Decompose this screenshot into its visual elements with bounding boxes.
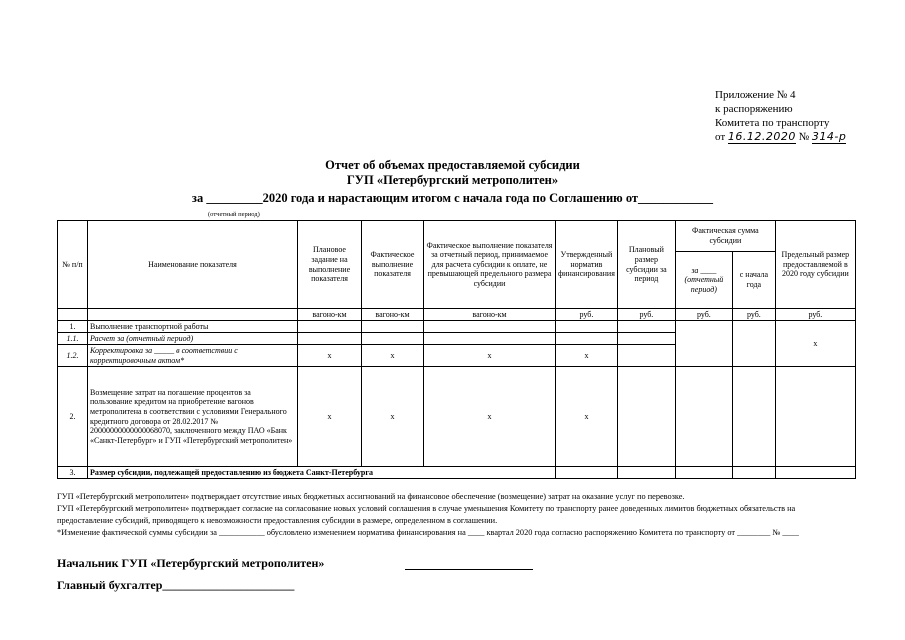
header-fact-ytd: с начала года — [732, 252, 775, 309]
cell-mark: x — [298, 367, 362, 467]
cell-mark: x — [424, 367, 556, 467]
fact-period-cell — [675, 321, 732, 367]
header-plan-task: Плановое задание на выполнение показателя — [298, 221, 362, 309]
header-norm: Утвержденный норматив финансирования — [556, 221, 618, 309]
footer-notes — [57, 491, 847, 539]
header-actual: Фактическое выполнение показателя — [362, 221, 424, 309]
cell-mark: x — [424, 345, 556, 367]
row-num: 2. — [58, 367, 88, 467]
number-sign: № — [798, 131, 810, 143]
cell-mark: x — [556, 367, 618, 467]
footer-paragraph-1: ГУП «Петербургский метрополитен» подтверждает отсутствие иных бюджетных ассигнований на финансовое обеспечение (возмещение) затрат на оказание услуг по перевозке. — [57, 492, 685, 501]
appendix-line-3: Комитета по транспорту — [715, 117, 830, 129]
footer-paragraph-3: *Изменение фактической суммы субсидии за ___________ обусловлено изменением норматива финансирования на ____ квартал 2020 года согласно распоряжению Комитета по транспорту от ________ № ____ — [57, 528, 799, 537]
row-num: 1.1. — [58, 333, 88, 345]
limit-mark: x — [775, 321, 855, 367]
header-name: Наименование показателя — [88, 221, 298, 309]
appendix-line-1: Приложение № 4 — [715, 89, 796, 101]
unit-cell: вагоно-км — [424, 309, 556, 321]
unit-cell: руб. — [675, 309, 732, 321]
row-name: Размер субсидии, подлежащей предоставлению из бюджета Санкт-Петербурга — [88, 467, 556, 479]
signature-head-line — [405, 569, 533, 570]
unit-cell: руб. — [775, 309, 855, 321]
unit-empty-cell — [88, 309, 298, 321]
row-name: Выполнение транспортной работы — [88, 321, 298, 333]
row-name: Расчет за (отчетный период) — [88, 333, 298, 345]
title-line-3: за _________2020 года и нарастающим итогом с начала года по Соглашению от____________ — [191, 191, 714, 205]
unit-cell: вагоно-км — [298, 309, 362, 321]
header-limit: Предельный размер предоставляемой в 2020 году субсидии — [775, 221, 855, 309]
row-name: Корректировка за _____ в соответствии с корректировочным актом* — [88, 345, 298, 367]
title-line-1: Отчет об объемах предоставляемой субсидии — [325, 158, 580, 172]
cell-mark: x — [362, 367, 424, 467]
signature-head: Начальник ГУП «Петербургский метрополитен» — [57, 556, 325, 570]
date-prefix: от — [715, 131, 726, 143]
header-actual-report: Фактическое выполнение показателя за отчетный период, принимаемое для расчета субсидии к оплате, не превышающей предельного размера субсидии — [424, 221, 556, 309]
report-title — [0, 158, 905, 206]
unit-empty-cell — [58, 309, 88, 321]
handwritten-number: 314-р — [811, 130, 847, 143]
report-table — [57, 220, 856, 479]
unit-cell: руб. — [556, 309, 618, 321]
header-num: № п/п — [58, 221, 88, 309]
handwritten-date: 16.12.2020 — [727, 130, 796, 143]
row-num: 1. — [58, 321, 88, 333]
appendix-line-2: к распоряжению — [715, 103, 793, 115]
fact-ytd-cell — [732, 321, 775, 367]
signature-accountant: Главный бухгалтер______________________ — [57, 578, 295, 592]
row-name: Возмещение затрат на погашение процентов за пользование кредитом на приобретение вагонов метрополитена в соответствии с условиями Генерального кредитного договора от 28.02.2017 № 20000000000000068070, заключенного между ПАО «Банк «Санкт-Петербург» и ГУП «Петербургский метрополитен» — [88, 367, 298, 467]
footer-paragraph-2: ГУП «Петербургский метрополитен» подтверждает согласие на согласование новых условий соглашения в случае уменьшения Комитету по транспорту ранее доведенных лимитов бюджетных обязательств на предоставление субсидий, приводящего к невозможности предоставления субсидии в размере, определенном в соглашении. — [57, 504, 796, 525]
header-fact-sum: Фактическая сумма субсидии — [675, 221, 775, 252]
appendix-block — [715, 88, 846, 144]
cell-mark: x — [298, 345, 362, 367]
appendix-date-line — [715, 130, 846, 144]
row-num: 3. — [58, 467, 88, 479]
header-fact-period: за ____ (отчетный период) — [675, 252, 732, 309]
title-line-2: ГУП «Петербургский метрополитен» — [346, 173, 559, 187]
cell-mark: x — [362, 345, 424, 367]
row-num: 1.2. — [58, 345, 88, 367]
unit-cell: руб. — [617, 309, 675, 321]
unit-cell: вагоно-км — [362, 309, 424, 321]
header-plan-size: Плановый размер субсидии за период — [617, 221, 675, 309]
cell-mark: x — [556, 345, 618, 367]
period-note: (отчетный период) — [208, 211, 260, 218]
unit-cell: руб. — [732, 309, 775, 321]
